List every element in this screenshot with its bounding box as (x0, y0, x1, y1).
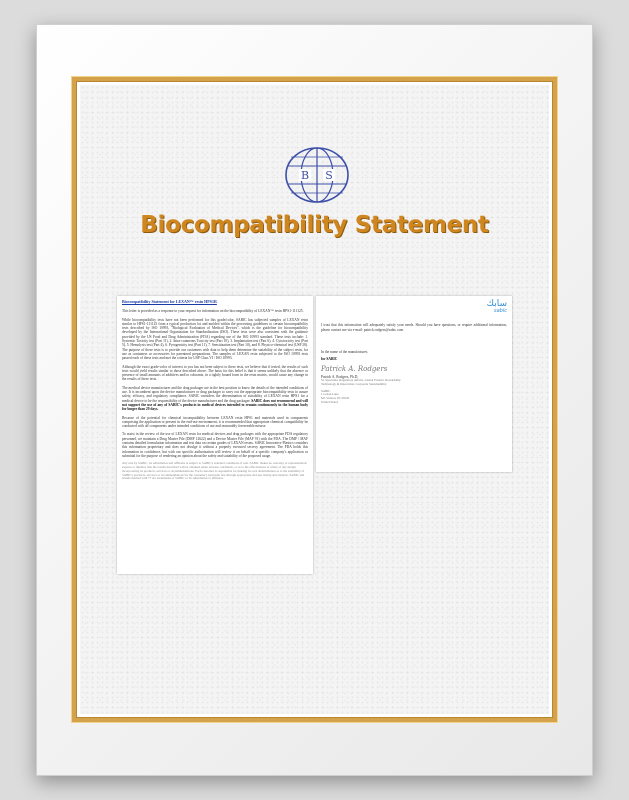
logo-letter-b: B (300, 169, 310, 182)
letter-in-name: In the name of the manufacturer, (321, 349, 368, 354)
logo-letter-s: S (325, 169, 333, 182)
letter-for-sabic: for SABIC (321, 357, 338, 362)
signer-name: Patrick A. Rodgers, Ph.D. (321, 374, 359, 379)
letter-paragraph: Because of the potential for chemical incompatibility between LEXAN resin HPS1 and materials used in components comprising the application or present in the end-use environment, it is recommended that appropriate chemical compatibility be conducted with all components under intended conditions of use and reasonably foreseeable misuse. (122, 415, 308, 429)
letter-paragraph: Although the exact grade-color of interest to you has not been subject to these tests, we believe that if tested, the results of such tests would yield results similar to those described above. The basis for this belief is that it seems unlikely that the absence or presence of small amounts of additives and/or colorants, in a tightly bound form in the resin matrix, would cause any change in the results of these tests. (122, 364, 308, 382)
address-line: Mt. Vernon, IN 47620 (321, 396, 350, 401)
signer-dept: Technology & Innovation, Corporate Sustainability (321, 381, 387, 386)
sabic-logo: سابك (486, 299, 507, 309)
letter-title[interactable]: Biocompatibility Statement for LEXAN™ resin HPS1R (122, 299, 217, 304)
letter-bold-warning: SABIC does not recommend and will not support the use of any of SABIC's products in medical devices intended to remain continuously in the human body for longer than 29 days. (122, 398, 308, 412)
letter-paragraph: While biocompatibility tests have not been performed for this grade/color, SABIC has subjected samples of LEXAN resin similar to HPS1-111125 from a typical production lot and molded within the processing guidelines to certain biocompatibility tests described by ISO 10993, "Biological Evaluation of Medical Devices", which is the guideline for biocompatibility developed by the International Organization for Standardization (ISO). These tests were also consistent with the guidance provided by the US Food and Drug Administration (FDA) regarding use of the ISO 10993 standard. These tests include: 1. Systemic Toxicity test (Part 11), 2. Intra-cutaneous Toxicity test (Part 10), 3. Implantation test (Part 6), 4. Cytotoxicity test (Part 5), 5. Hemolysis test (Part 4), 6. Pyrogenicity test (Part 11), 7. Sensitization test (Part 10), and 8. Physico-chemical test (USP 28). The purpose of these tests is to provide our customers with data to help them determine the suitability of the subject resin, for use as containers or accessories for parenteral preparations. The samples of LEXAN resin subjected to the ISO 10993 tests passed each of these tests and met the criteria for USP Class VI / ISO 10993. (122, 317, 308, 361)
address-line: United States (321, 400, 339, 405)
letter-page-2 (316, 296, 512, 472)
letter-paragraph: To assist in the review of the use of LEXAN resin for medical devices and drug packages with the appropriate FDA regulatory personnel, we maintain a Drug Master File (DMF 12622) and a Device Master File (MAF 91) with the FDA. The DMF / MAF contains detailed formulation information and test data on certain grades of LEXAN resins. SABIC Innovative Plastics considers this information proprietary and does not divulge it without a properly executed secrecy agreement. The FDA holds this information in confidence, but with our specific authorization will review it on behalf of a specific company's application or submittal for the purpose of rendering an opinion about the safety and suitability of the proposed usage. (122, 432, 308, 458)
signature: Patrick A. Rodgers (321, 365, 388, 374)
signer-role: Sr. Specialist, Regulatory Affairs, Global Product Stewardship (321, 378, 401, 383)
letter-disclaimer: Any sale by SABIC, its subsidiaries and affiliates is subject to SABIC's standard conditions of sale. SABIC makes no warranty or representation, express or implied, that the results described will be obtained under end-use conditions, or as to the effectiveness or safety of any design incorporating its products, services or recommendations. Each customer is responsible for making its own determination as to the suitability of SABIC's products, services or recommendations for the customer's particular use through appropriate end-use testing and analysis. SABIC and brands marked with ™ are trademarks of SABIC or its subsidiaries or affiliates. (122, 461, 308, 481)
letter-closing: I trust that this information will adequately satisfy your needs. Should you have questions, or require additional information, please contact me via e-mail: patrick.rodgers@sabic.com (321, 323, 507, 332)
page-title: Biocompatibility Statement (140, 212, 489, 238)
address-line: 1 Lexan Lane (321, 392, 339, 397)
letter-paragraph: This letter is provided as a response to your request for information on the biocompatibility of LEXAN™ resin HPS1-111125. (122, 309, 304, 314)
sabic-logo-latin: sabic (494, 308, 507, 314)
letter-page-1 (117, 296, 313, 574)
globe-logo-icon (284, 146, 350, 204)
letter-text: The medical device manufacturer and the drug packager are in the best position to know the details of the intended conditions of use. It is incumbent upon the device manufacturer or drug packager to carry out the appropriate biocompatibility tests to assure safety, efficacy, and regulatory compliance. SABIC considers the determination of suitability of LEXAN resin HPS1 for a medical device to be the responsibility of the device manufacturer and the drug packager. (122, 385, 308, 403)
letter-paragraph (122, 386, 308, 412)
address-line: SABIC (321, 388, 331, 393)
